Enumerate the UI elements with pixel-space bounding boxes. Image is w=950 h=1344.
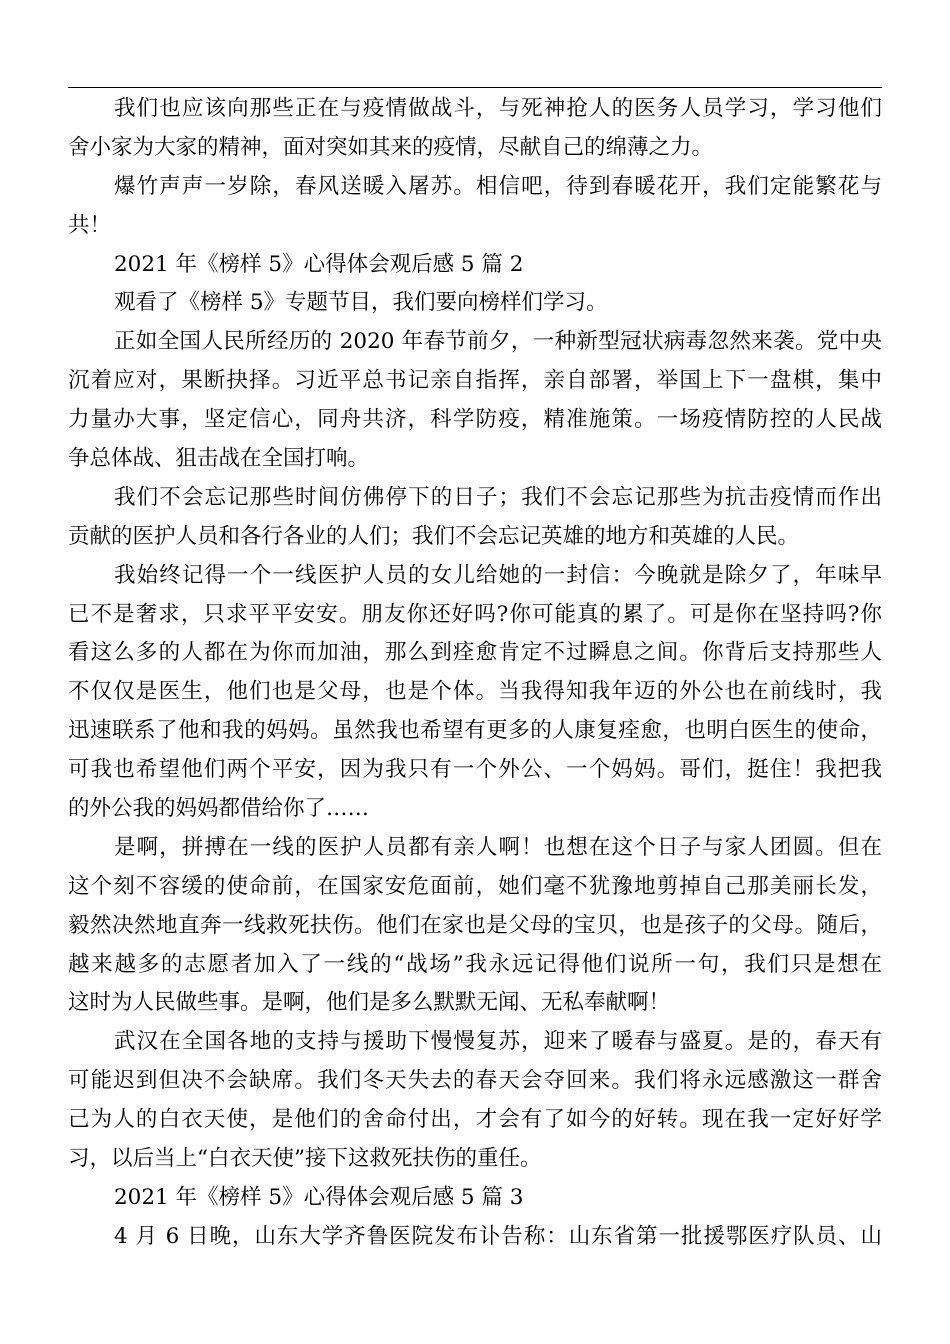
text-line: 看这么多的人都在为你而加油，那么到痊愈肯定不过瞬息之间。你背后支持那些人 <box>68 640 882 666</box>
text-line: 这时为人民做些事。是啊，他们是多么默默无闻、无私奉献啊！ <box>68 990 671 1016</box>
text-line: 已不是奢求，只求平平安安。朋友你还好吗?你可能真的累了。可是你在坚持吗?你 <box>68 601 882 627</box>
text-line: 可能迟到但决不会缺席。我们冬天失去的春天会夺回来。我们将永远感激这一群舍 <box>68 1068 882 1094</box>
text-line: 4 月 6 日晚，山东大学齐鲁医院发布讣告称：山东省第一批援鄂医疗队员、山 <box>114 1223 882 1249</box>
text-line: 不仅仅是医生，他们也是父母，也是个体。当我得知我年迈的外公也在前线时，我 <box>68 679 882 705</box>
text-line: 毅然决然地直奔一线救死扶伤。他们在家也是父母的宝贝，也是孩子的父母。随后， <box>68 912 882 938</box>
text-line: 这个刻不容缓的使命前，在国家安危面前，她们毫不犹豫地剪掉自己那美丽长发， <box>68 873 882 899</box>
text-line: 力量办大事，坚定信心，同舟共济，科学防疫，精准施策。一场疫情防控的人民战 <box>68 407 882 433</box>
text-line: 我们不会忘记那些时间仿佛停下的日子；我们不会忘记那些为抗击疫情而作出 <box>114 484 882 510</box>
text-line: 习，以后当上“白衣天使”接下这救死扶伤的重任。 <box>68 1146 542 1172</box>
text-line: 迅速联系了他和我的妈妈。虽然我也希望有更多的人康复痊愈，也明白医生的使命， <box>68 718 882 744</box>
text-line: 沉着应对，果断抉择。习近平总书记亲自指挥，亲自部署，举国上下一盘棋，集中 <box>68 368 882 394</box>
text-line: 武汉在全国各地的支持与援助下慢慢复苏，迎来了暖春与盛夏。是的，春天有 <box>114 1029 882 1055</box>
text-line: 共！ <box>68 212 112 238</box>
text-line: 是啊，拼搏在一线的医护人员都有亲人啊！也想在这个日子与家人团圆。但在 <box>114 834 882 860</box>
text-line: 2021 年《榜样 5》心得体会观后感 5 篇 3 <box>114 1184 524 1210</box>
text-line: 正如全国人民所经历的 2020 年春节前夕，一种新型冠状病毒忽然来袭。党中央 <box>114 329 882 355</box>
text-line: 己为人的白衣天使，是他们的舍命付出，才会有了如今的好转。现在我一定好好学 <box>68 1107 882 1133</box>
text-line: 可我也希望他们两个平安，因为我只有一个外公、一个妈妈。哥们，挺住！我把我 <box>68 757 882 783</box>
document-body <box>68 90 882 1257</box>
text-line: 2021 年《榜样 5》心得体会观后感 5 篇 2 <box>114 251 524 277</box>
text-line: 我们也应该向那些正在与疫情做战斗，与死神抢人的医务人员学习，学习他们 <box>114 96 882 121</box>
header-rule <box>68 87 882 88</box>
text-line: 的外公我的妈妈都借给你了…… <box>68 796 370 822</box>
text-line: 争总体战、狙击战在全国打响。 <box>68 446 370 472</box>
text-line: 贡献的医护人员和各行各业的人们；我们不会忘记英雄的地方和英雄的人民。 <box>68 523 800 549</box>
text-line: 舍小家为大家的精神，面对突如其来的疫情，尽献自己的绵薄之力。 <box>68 134 714 160</box>
text-line: 我始终记得一个一线医护人员的女儿给她的一封信：今晚就是除夕了，年味早 <box>114 562 882 588</box>
text-line: 越来越多的志愿者加入了一线的“战场”我永远记得他们说所一句，我们只是想在 <box>68 951 882 977</box>
text-line: 爆竹声声一岁除，春风送暖入屠苏。相信吧，待到春暖花开，我们定能繁花与 <box>114 173 882 199</box>
text-line: 观看了《榜样 5》专题节目，我们要向榜样们学习。 <box>114 290 608 316</box>
